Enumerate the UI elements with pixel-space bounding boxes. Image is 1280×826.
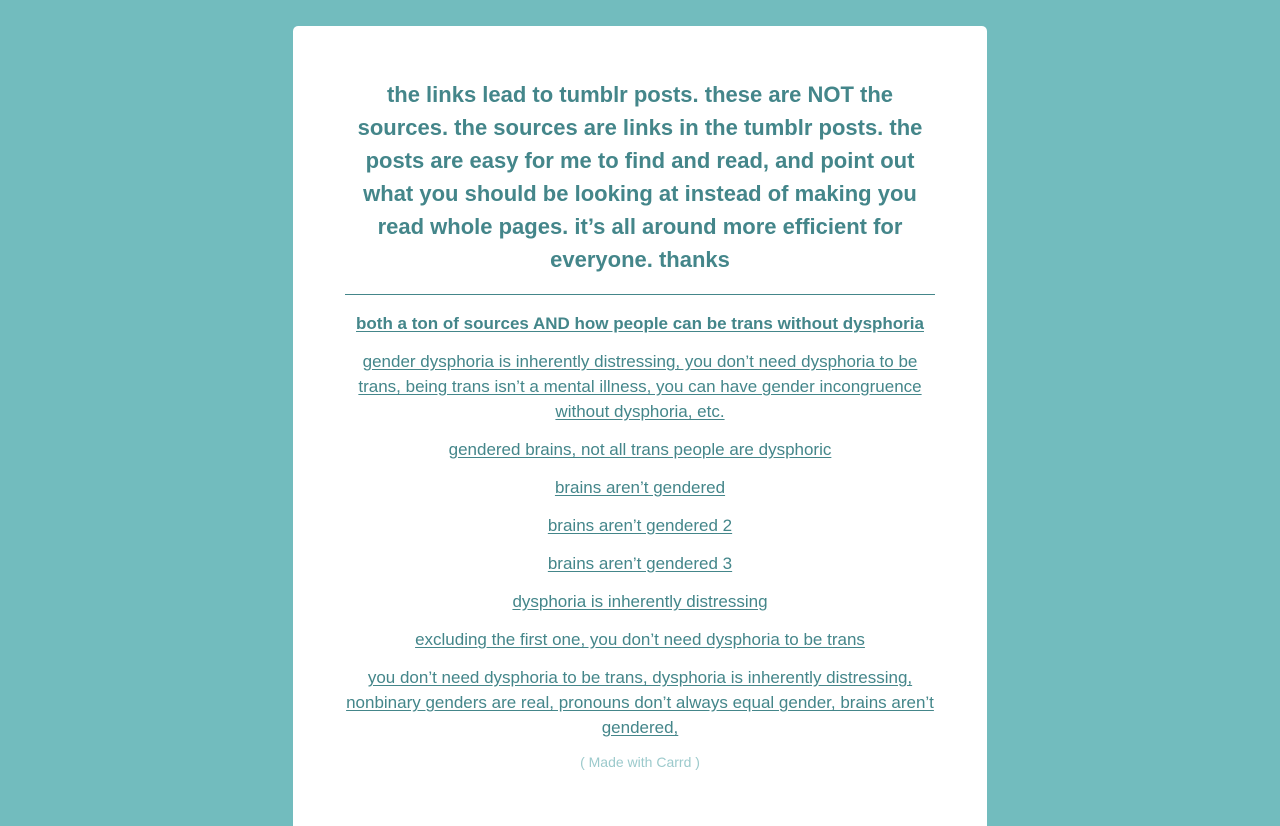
list-item: [345, 513, 935, 538]
link-dysphoria-distressing-etc[interactable]: gender dysphoria is inherently distressing, you don’t need dysphoria to be trans, being trans isn’t a mental illness, you can have gender incongruence without dysphoria, etc.: [358, 352, 922, 421]
list-item: [345, 349, 935, 424]
divider: [345, 294, 935, 295]
list-item: [345, 475, 935, 500]
list-item: [345, 437, 935, 462]
link-brains-arent-gendered-3[interactable]: brains aren’t gendered 3: [547, 554, 733, 573]
list-item: [345, 665, 935, 740]
link-gendered-brains[interactable]: gendered brains, not all trans people are dysphoric: [448, 440, 832, 459]
page-heading: the links lead to tumblr posts. these are NOT the sources. the sources are links in the tumblr posts. the posts are easy for me to find and read, and point out what you should be looking at instead of making you read whole pages. it’s all around more efficient for everyone. thanks: [357, 82, 923, 272]
made-with-carrd: [345, 753, 935, 771]
made-with-carrd-link[interactable]: ( Made with Carrd ): [580, 754, 700, 770]
link-brains-arent-gendered[interactable]: brains aren’t gendered: [554, 478, 726, 497]
link-list: [345, 311, 935, 740]
link-nonbinary-pronouns-brains[interactable]: you don’t need dysphoria to be trans, dysphoria is inherently distressing, nonbinary genders are real, pronouns don’t always equal gender, brains aren’t gendered,: [346, 668, 934, 737]
link-dysphoria-inherently-distressing[interactable]: dysphoria is inherently distressing: [512, 592, 768, 611]
list-item: [345, 589, 935, 614]
link-brains-arent-gendered-2[interactable]: brains aren’t gendered 2: [547, 516, 733, 535]
list-item: [345, 551, 935, 576]
link-excluding-first-one[interactable]: excluding the first one, you don’t need dysphoria to be trans: [415, 630, 865, 649]
content-inner: [345, 78, 935, 771]
link-sources-trans-without-dysphoria[interactable]: both a ton of sources AND how people can be trans without dysphoria: [356, 314, 924, 333]
content-card: [293, 26, 987, 826]
list-item: [345, 311, 935, 336]
list-item: [345, 627, 935, 652]
